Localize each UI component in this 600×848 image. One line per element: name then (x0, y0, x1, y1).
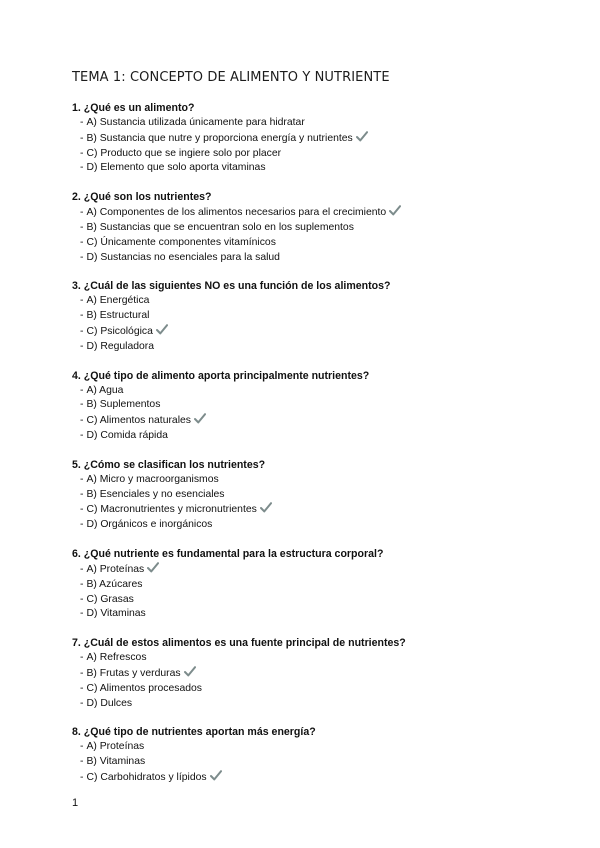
list-dash: - (80, 310, 84, 322)
check-icon (184, 666, 196, 677)
check-icon (156, 324, 168, 335)
answer-option (80, 666, 572, 682)
option-text: A) Sustancia utilizada únicamente para hidratar (86, 117, 305, 128)
answer-option (80, 697, 572, 712)
option-text: B) Suplementos (86, 399, 161, 411)
option-text: A) Componentes de los alimentos necesarios para el crecimiento (86, 207, 387, 219)
list-dash: - (80, 325, 84, 337)
answer-option (80, 429, 572, 444)
list-dash: - (80, 519, 84, 531)
option-text: B) Vitaminas (86, 756, 146, 768)
list-dash: - (80, 697, 84, 709)
list-dash: - (80, 162, 84, 174)
option-text: B) Sustancias que se encuentran solo en los suplementos (86, 221, 354, 233)
option-text: B) Sustancia que nutre y proporciona energía y nutrientes (86, 132, 353, 144)
option-text: D) Sustancias no esenciales para la salud (86, 251, 280, 263)
question-block (72, 725, 572, 785)
answer-option (80, 740, 572, 755)
option-text: A) Proteínas (86, 741, 145, 753)
question-text: 7. ¿Cuál de estos alimentos es una fuente principal de nutrientes? (72, 637, 406, 650)
question-text: 2. ¿Qué son los nutrientes? (72, 191, 212, 204)
answer-option (80, 593, 572, 608)
option-list (72, 740, 572, 785)
answer-option (80, 205, 572, 221)
answer-option (80, 236, 572, 251)
question-text: 5. ¿Cómo se clasifican los nutrientes? (72, 458, 266, 471)
option-text: D) Dulces (86, 697, 133, 709)
page-number: 1 (72, 797, 79, 809)
question-block (72, 636, 572, 711)
answer-option (80, 309, 572, 324)
question-block (72, 369, 572, 444)
list-dash: - (80, 771, 84, 783)
answer-option (80, 682, 572, 697)
list-dash: - (80, 415, 84, 427)
question-block (72, 547, 572, 622)
option-text: C) Producto que se ingiere solo por placer (86, 147, 282, 159)
answer-option (80, 251, 572, 266)
option-text: B) Esenciales y no esenciales (86, 488, 225, 500)
option-text: C) Alimentos naturales (86, 415, 191, 427)
question-text: 6. ¿Qué nutriente es fundamental para la estructura corporal? (72, 547, 384, 560)
answer-option (80, 473, 572, 488)
option-text: C) Únicamente componentes vitamínicos (86, 236, 276, 248)
question-block (72, 101, 572, 176)
list-dash: - (80, 236, 84, 248)
list-dash: - (80, 147, 84, 159)
question-text: 3. ¿Cuál de las siguientes NO es una función de los alimentos? (72, 280, 391, 293)
answer-option (80, 147, 572, 162)
option-list (72, 473, 572, 533)
list-dash: - (80, 132, 84, 144)
check-icon (356, 131, 368, 142)
check-icon (389, 205, 401, 216)
answer-option (80, 755, 572, 770)
list-dash: - (80, 473, 84, 485)
option-list (72, 651, 572, 711)
option-text: B) Azúcares (86, 578, 143, 590)
list-dash: - (80, 340, 84, 352)
option-list (72, 384, 572, 444)
option-text: D) Elemento que solo aporta vitaminas (86, 162, 266, 174)
list-dash: - (80, 667, 84, 679)
question-text: 1. ¿Qué es un alimento? (72, 102, 195, 114)
list-dash: - (80, 117, 84, 128)
option-list (72, 116, 572, 176)
answer-option (80, 502, 572, 518)
list-dash: - (80, 682, 84, 694)
list-dash: - (80, 221, 84, 233)
list-dash: - (80, 741, 84, 753)
check-icon (260, 502, 272, 513)
list-dash: - (80, 399, 84, 411)
answer-option (80, 651, 572, 666)
answer-option (80, 131, 572, 147)
option-list (72, 562, 572, 622)
option-text: C) Macronutrientes y micronutrientes (86, 504, 257, 516)
answer-option (80, 161, 572, 176)
option-text: C) Psicológica (86, 325, 153, 337)
check-icon (194, 413, 206, 424)
answer-option (80, 398, 572, 413)
option-list (72, 294, 572, 354)
option-text: C) Grasas (86, 593, 134, 605)
answer-option (80, 488, 572, 503)
answer-option (80, 384, 572, 399)
answer-option (80, 770, 572, 786)
option-text: D) Orgánicos e inorgánicos (86, 519, 213, 531)
list-dash: - (80, 207, 84, 219)
option-text: D) Vitaminas (86, 608, 146, 620)
list-dash: - (80, 384, 84, 396)
answer-option (80, 221, 572, 236)
document-title: TEMA 1: CONCEPTO DE ALIMENTO Y NUTRIENTE (72, 70, 390, 85)
list-dash: - (80, 578, 84, 590)
question-block (72, 279, 572, 354)
answer-option (80, 324, 572, 340)
list-dash: - (80, 295, 84, 307)
list-dash: - (80, 563, 84, 575)
option-text: A) Proteínas (86, 563, 145, 575)
list-dash: - (80, 608, 84, 620)
check-icon (210, 770, 222, 781)
option-text: A) Refrescos (86, 652, 147, 664)
document-page (72, 70, 572, 800)
answer-option (80, 340, 572, 355)
question-block (72, 458, 572, 533)
answer-option (80, 518, 572, 533)
list-dash: - (80, 504, 84, 516)
option-text: D) Reguladora (86, 340, 155, 352)
option-text: A) Agua (86, 384, 124, 396)
answer-option (80, 607, 572, 622)
list-dash: - (80, 652, 84, 664)
option-list (72, 205, 572, 265)
option-text: D) Comida rápida (86, 429, 168, 441)
option-text: B) Frutas y verduras (86, 667, 181, 679)
option-text: B) Estructural (86, 310, 150, 322)
answer-option (80, 562, 572, 578)
check-icon (147, 562, 159, 573)
question-block (72, 190, 572, 265)
list-dash: - (80, 593, 84, 605)
question-list (72, 101, 572, 786)
list-dash: - (80, 429, 84, 441)
option-text: C) Carbohidratos y lípidos (86, 771, 207, 783)
question-text: 8. ¿Qué tipo de nutrientes aportan más energía? (72, 726, 316, 739)
list-dash: - (80, 488, 84, 500)
answer-option (80, 413, 572, 429)
list-dash: - (80, 251, 84, 263)
answer-option (80, 116, 572, 131)
answer-option (80, 578, 572, 593)
question-text: 4. ¿Qué tipo de alimento aporta principalmente nutrientes? (72, 369, 370, 382)
answer-option (80, 294, 572, 309)
option-text: A) Micro y macroorganismos (86, 473, 219, 485)
list-dash: - (80, 756, 84, 768)
option-text: A) Energética (86, 295, 150, 307)
option-text: C) Alimentos procesados (86, 682, 202, 694)
